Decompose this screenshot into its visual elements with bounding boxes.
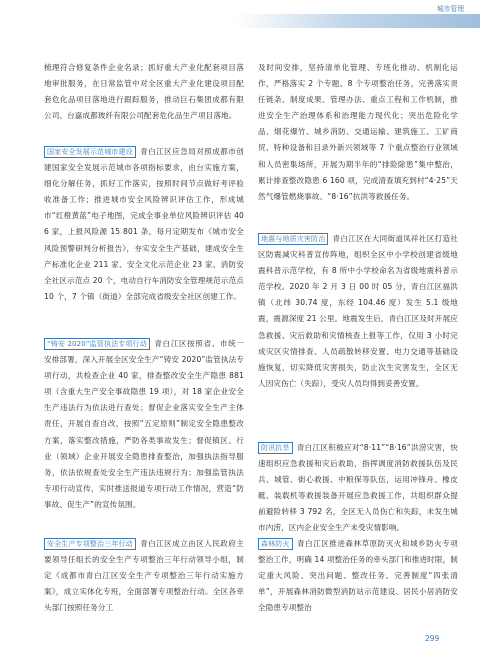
section-earthquake	[258, 231, 458, 392]
section-body: 青白江区按照省、市统一安排部署，深入开展全区安全生产“铸安 2020”监管执法专项行动，共检查企业 40 家，排查整改安全生产隐患 881 项（含重大生产安全事故隐患 19 项），对 18 家企业安全生产违法行为依法进行查处；督促企业落实安全生产主体责任，开展自查自改，按照“五定原则”制定安全隐患整改方案，落实整改措施，严防各类事故发生；督促镇区、行业（领域）企业开展安全隐患排查整治，加强执法指导服务，依法依规查处安全生产违法违规行为；加强监管执法专项行动宣传，实时推送报道专项行动工作情况，营造“防事故、促生产”的宣传氛围。	[44, 339, 244, 509]
section-heading	[258, 443, 297, 452]
paragraph-text: 梳理符合修复条件企业名录；抓好重大产业化配套项目落地审批服务，在日常监管中对全区重大产业化建设项目配套危化品项目落地进行跟踪服务，推动巨石集团成都有限公司、台嘉成都玻纤有限公司配套危化品生产项目落地。	[44, 63, 244, 121]
section-safety-demo-city	[44, 144, 244, 305]
section-heading	[44, 339, 154, 348]
section-body: 青白江区推进森林草原防灭火和城乡防火专项整治工作，明确 14 项整治任务的牵头部门和推进时限，制定重大风险、突出问题、整改任务、完善制度“四张清单”，开展森林消防微型消防站示范建设、居民小居消防安全隐患专项整治	[258, 539, 458, 613]
section-heading	[258, 234, 332, 243]
page-number: 299	[425, 634, 440, 643]
continuation-paragraph	[258, 60, 458, 205]
section-zhuan-2020	[44, 336, 244, 513]
section-three-year-action	[44, 536, 244, 616]
intro-paragraph	[44, 60, 244, 124]
heading-bracket: 地震与地质灾害防治	[258, 233, 328, 245]
heading-bracket: “铸安 2020”监管执法专项行动	[44, 338, 150, 350]
section-heading	[258, 539, 297, 548]
section-body: 青白江区成立由区人民政府主要领导任组长的安全生产专项整治三年行动领导小组，制定《成都市青白江区安全生产专项整治三年行动实施方案》，成立实体化专班，全面部署专项整治行动。全区各牵头部门按照任务分工	[44, 539, 244, 613]
paragraph-text: 及时间安排，坚持清单化管理、专班化推动、机制化运作，严格落实 2 个专题、8 个专项整治任务，完善落实责任链条、制度成果、管理办法、重点工程和工作机制，推进安全生产治理体系和治理能力现代化；突出危险化学品、烟花爆竹、城乡消防、交通运输、建筑施工、工矿商贸、特种设备和目录外新兴领域等 7 个重点整治行业领域和人员密集场所，开展为期半年的“排险除患”集中整治，累计排查整改隐患 6 160 项，完成清查填充到村“4·25”天然气爆管燃烧事故、“8·16”抗洪等救援任务。	[258, 63, 458, 201]
section-body: 青白江区在大同街道凤祥社区打造社区防震减灾科普宣传阵地，组织全区中小学校创建省级地震科普示范学校，有 8 所中小学校命名为省级地震科普示范学校。2020 年 2 月 3 日 00 时 05 分，青白江区福洪镇（北纬 30.74 度，东经 104.46 度）发生 5.1 级地震，震源深度 21 公里。地震发生后，青白江区及时开展应急救援、灾后救助和灾情核查上报等工作，仅用 3 小时完成灾区灾情排查、人员疏散转移安置、电力交通等基础设施恢复，切实降低灾害损失，防止次生灾害发生，全区无人因灾伤亡（失踪），受灾人员均得到妥善安置。	[258, 234, 458, 388]
section-forest-fire	[258, 536, 458, 616]
section-heading	[44, 539, 140, 548]
running-header-label: 城市管理	[436, 5, 464, 13]
section-body: 青白江区积极应对“8·11”“8·16”洪涝灾害，快速组织应急救援和灾后救助，指挥调度消防救援队伍及民兵、城管、街心救援、中粮保等队伍，运用冲锋舟、橡皮艇、装载机等救援装备开展应急救援工作，共组织群众提前避险转移 3 792 名，全区无人员伤亡和失踪，未发生城市内涝，区内企业安全生产未受灾情影响。	[258, 443, 458, 533]
heading-bracket: 防汛抗旱	[258, 442, 293, 454]
heading-bracket: 安全生产专项整治三年行动	[44, 538, 136, 550]
section-flood-control	[258, 440, 458, 537]
heading-bracket: 森林防火	[258, 538, 293, 550]
section-body: 青白江区应急局对照成都市创建国家安全发展示范城市各项指标要求，由台实施方案，细化分解任务，抓好工作落实，按照时间节点做好考评验收准备工作；推进城市安全风险辨识评估工作，形成城市“红橙黄蓝”电子地图，完成全事业单位风险辨识评估 406 家，上报风险源 15 801 条，每月定期发布《城市安全风险预警研判分析报告》，夯实安全生产基础，建成安全生产标准化企业 211 家、安全文化示范企业 23 家、消防安全社区示范点 20 个，电动自行车消防安全管理规范示范点 10 个，7 个镇（街道）全部完成省级安全社区创建工作。	[44, 147, 244, 301]
header-band	[235, 14, 480, 28]
heading-bracket: 国家安全发展示范城市建设	[44, 146, 136, 158]
section-heading	[44, 147, 140, 156]
